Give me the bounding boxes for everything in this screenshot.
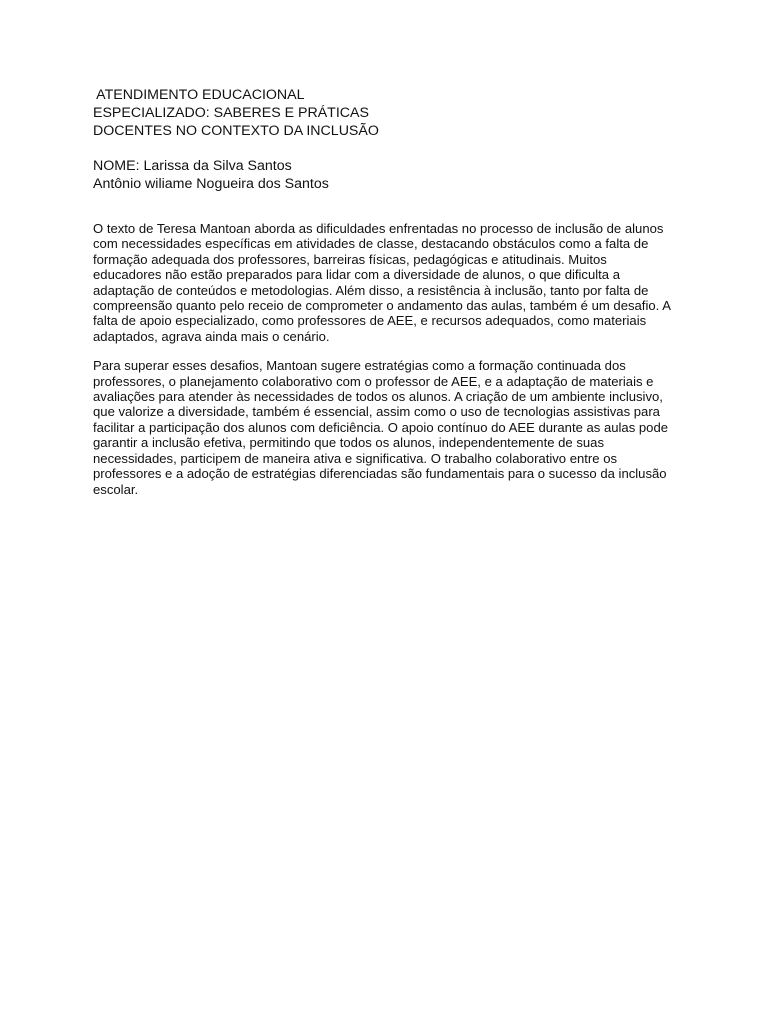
title-line: DOCENTES NO CONTEXTO DA INCLUSÃO — [93, 123, 379, 139]
body-paragraph: O texto de Teresa Mantoan aborda as dificuldades enfrentadas no processo de inclusão de alunos com necessidades específicas em atividades de classe, destacando obstáculos como a falta de formação adequada dos professores, barreiras físicas, pedagógicas e atitudinais. Muitos educadores não estão preparados para lidar com a diversidade de alunos, o que dificulta a adaptação de conteúdos e metodologias. Além disso, a resistência à inclusão, tanto por falta de compreensão quanto pelo receio de comprometer o andamento das aulas, também é um desafio. A falta de apoio especializado, como professores de AEE, e recursos adequados, como materiais adaptados, agrava ainda mais o cenário. — [93, 221, 671, 344]
body-paragraph: Para superar esses desafios, Mantoan sugere estratégias como a formação continuada dos professores, o planejamento colaborativo com o professor de AEE, e a adaptação de materiais e avaliações para atender às necessidades de todos os alunos. A criação de um ambiente inclusivo, que valorize a diversidade, também é essencial, assim como o uso de tecnologias assistivas para facilitar a participação dos alunos com deficiência. O apoio contínuo do AEE durante as aulas pode garantir a inclusão efetiva, permitindo que todos os alunos, independentemente de suas necessidades, participem de maneira ativa e significativa. O trabalho colaborativo entre os professores e a adoção de estratégias diferenciadas são fundamentais para o sucesso da inclusão escolar. — [93, 358, 669, 497]
document-title — [93, 86, 673, 140]
author-names — [93, 157, 673, 193]
document-content — [93, 86, 673, 511]
author-name-line: Antônio wiliame Nogueira dos Santos — [93, 176, 329, 192]
document-body — [93, 221, 673, 497]
title-line: ATENDIMENTO EDUCACIONAL — [93, 87, 305, 103]
title-line: ESPECIALIZADO: SABERES E PRÁTICAS — [93, 105, 369, 121]
author-name-line: NOME: Larissa da Silva Santos — [93, 158, 292, 174]
